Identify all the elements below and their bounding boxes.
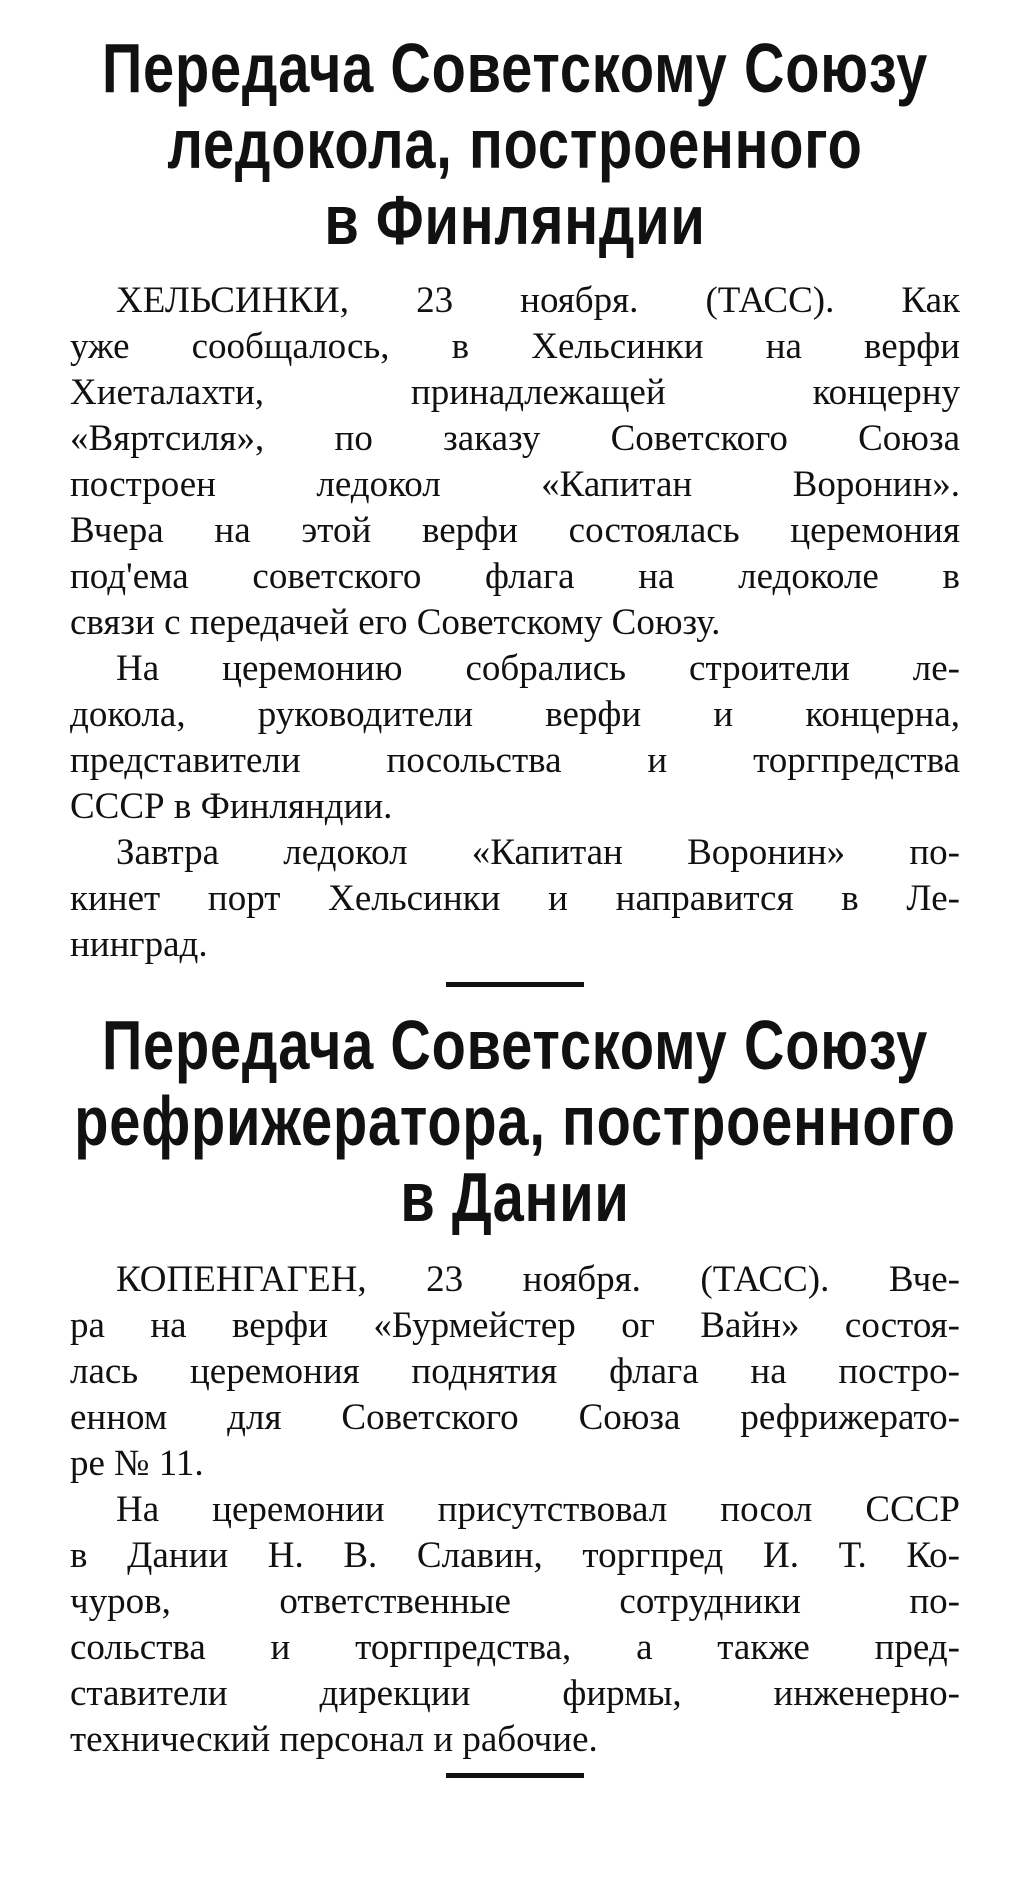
paragraph [70, 278, 960, 646]
paragraph [70, 1487, 960, 1763]
headline-line: в Дании [400, 1158, 630, 1236]
text-line: Завтра ледокол «Капитан Воронин» по- [116, 832, 960, 873]
text-line: СССР в Финляндии. [70, 786, 393, 827]
text-line: под'ема советского флага на ледоколе в [70, 556, 960, 597]
headline-line: рефрижератора, построенного [74, 1082, 956, 1160]
article-icebreaker [70, 30, 960, 968]
headline-line: ледокола, построенного [167, 105, 863, 183]
newspaper-page [70, 30, 960, 1798]
text-line: ре № 11. [70, 1443, 204, 1484]
paragraph [70, 830, 960, 968]
text-line: представители посольства и торгпредства [70, 740, 960, 781]
paragraph [70, 646, 960, 830]
text-line: На церемонию собрались строители ле- [116, 648, 960, 689]
text-line: На церемонии присутствовал посол СССР [116, 1489, 960, 1530]
text-line: чуров, ответственные сотрудники по- [70, 1581, 960, 1622]
article-refrigerator [70, 1007, 960, 1763]
text-line: докола, руководители верфи и концерна, [70, 694, 960, 735]
text-line: ставители дирекции фирмы, инженерно- [70, 1673, 960, 1714]
text-line: кинет порт Хельсинки и направится в Ле- [70, 878, 960, 919]
text-line: Хиеталахти, принадлежащей концерну [70, 372, 960, 413]
headline-line: в Финляндии [324, 181, 706, 259]
text-line: Вчера на этой верфи состоялась церемония [70, 510, 960, 551]
text-line: технический персонал и рабочие. [70, 1719, 598, 1760]
text-line: уже сообщалось, в Хельсинки на верфи [70, 326, 960, 367]
text-line: лась церемония поднятия флага на постро- [70, 1351, 960, 1392]
text-line: в Дании Н. В. Славин, торгпред И. Т. Ко- [70, 1535, 960, 1576]
text-line: КОПЕНГАГЕН, 23 ноября. (ТАСС). Вче- [116, 1259, 960, 1300]
article-divider [446, 982, 584, 987]
headline-line: Передача Советскому Союзу [101, 29, 929, 107]
headline-refrigerator [70, 1007, 960, 1235]
paragraph [70, 1257, 960, 1487]
text-line: «Вяртсиля», по заказу Советского Союза [70, 418, 960, 459]
text-line: енном для Советского Союза рефрижерато- [70, 1397, 960, 1438]
text-line: построен ледокол «Капитан Воронин». [70, 464, 960, 505]
text-line: связи с передачей его Советскому Союзу. [70, 602, 721, 643]
text-line: сольства и торгпредства, а также пред- [70, 1627, 960, 1668]
article-divider-bottom [446, 1773, 584, 1778]
headline-line: Передача Советскому Союзу [101, 1006, 929, 1084]
text-line: нинград. [70, 924, 208, 965]
headline-icebreaker [70, 30, 960, 258]
text-line: ХЕЛЬСИНКИ, 23 ноября. (ТАСС). Как [116, 280, 960, 321]
article-body [70, 1257, 960, 1763]
text-line: ра на верфи «Бурмейстер ог Вайн» состоя- [70, 1305, 960, 1346]
article-body [70, 278, 960, 968]
